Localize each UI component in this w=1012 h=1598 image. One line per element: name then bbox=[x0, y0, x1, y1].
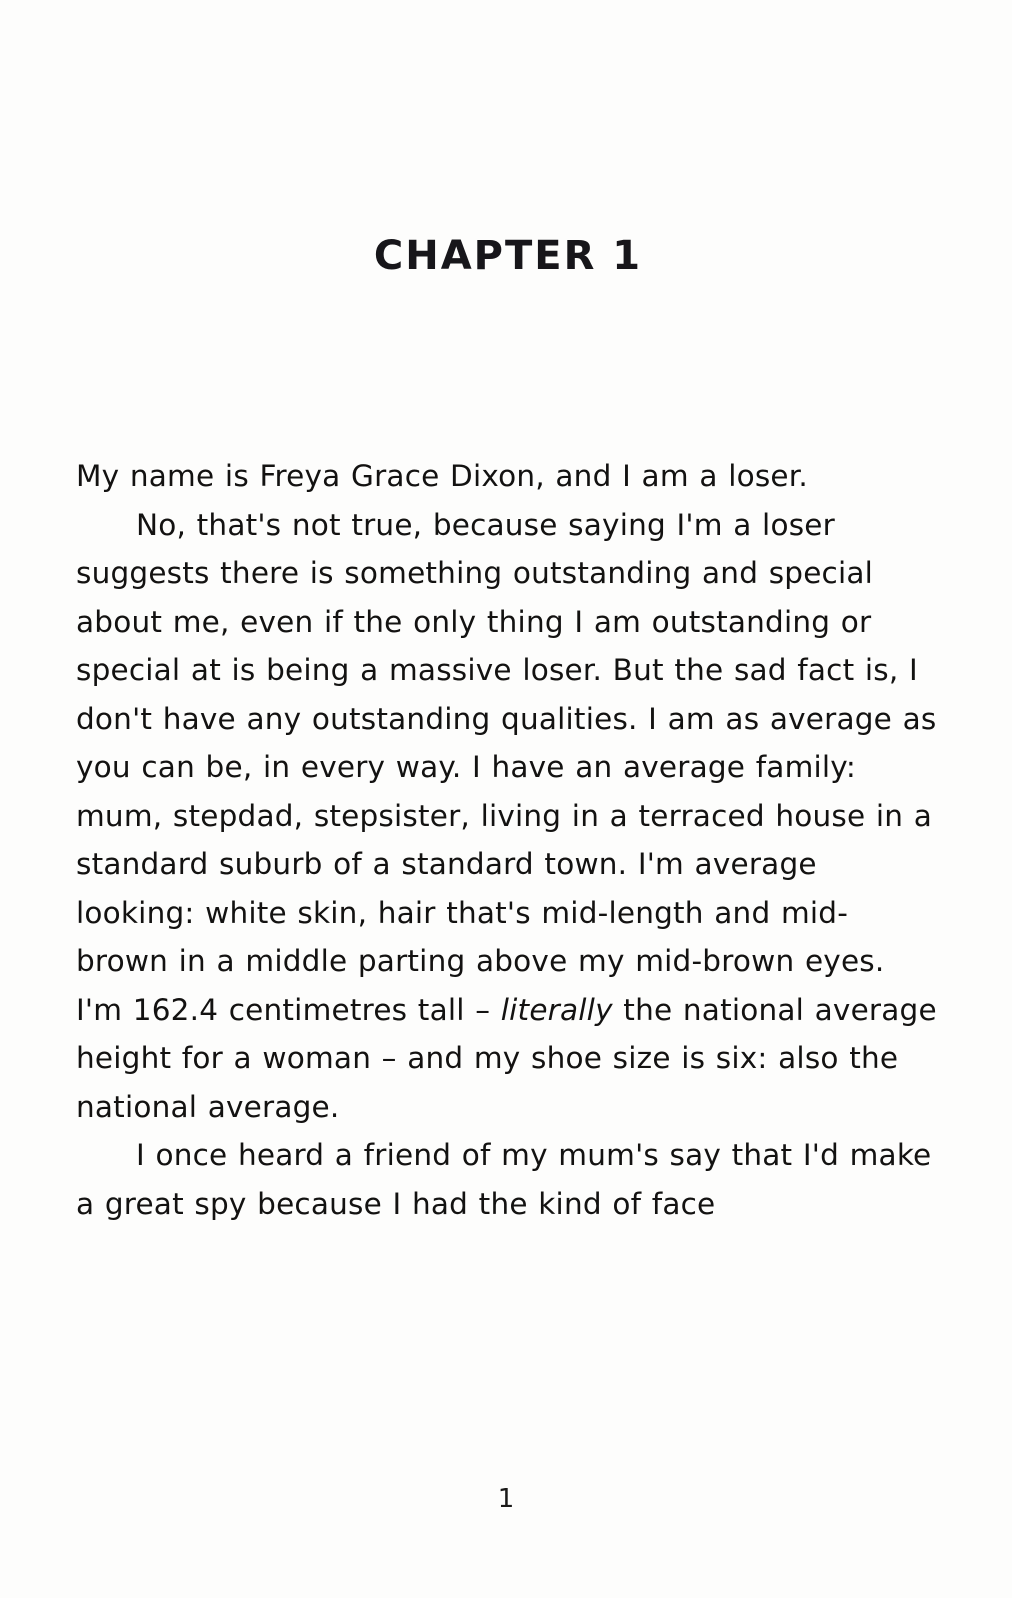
page-content-area bbox=[76, 0, 940, 1598]
paragraph-spy-comment: I once heard a friend of my mum's say that I'd make a great spy because I had the kind of face bbox=[76, 1138, 932, 1221]
paragraph-average-description bbox=[76, 501, 940, 1132]
page-number: 1 bbox=[497, 1484, 515, 1514]
paragraph-opening: My name is Freya Grace Dixon, and I am a loser. bbox=[76, 459, 808, 493]
paragraph-text-before-emphasis: No, that's not true, because saying I'm a loser suggests there is something outstanding and special about me, even if the only thing I am outstanding or special at is being a massive loser. But the sad fact is, I don't have any outstanding qualities. I am as average as you can be, in every way. I have an average family: mum, stepdad, stepsister, living in a terraced house in a standard suburb of a standard town. I'm average looking: white skin, hair that's mid-length and mid-brown in a middle parting above my mid-brown eyes. I'm 162.4 centimetres tall – bbox=[76, 507, 937, 1027]
paragraph-text-after-emphasis: the national average height for a woman – and my shoe size is six: also the national average. bbox=[76, 992, 937, 1124]
chapter-heading: CHAPTER 1 bbox=[373, 233, 643, 279]
body-text-block bbox=[76, 452, 940, 1228]
emphasis-literally: literally bbox=[500, 992, 613, 1027]
